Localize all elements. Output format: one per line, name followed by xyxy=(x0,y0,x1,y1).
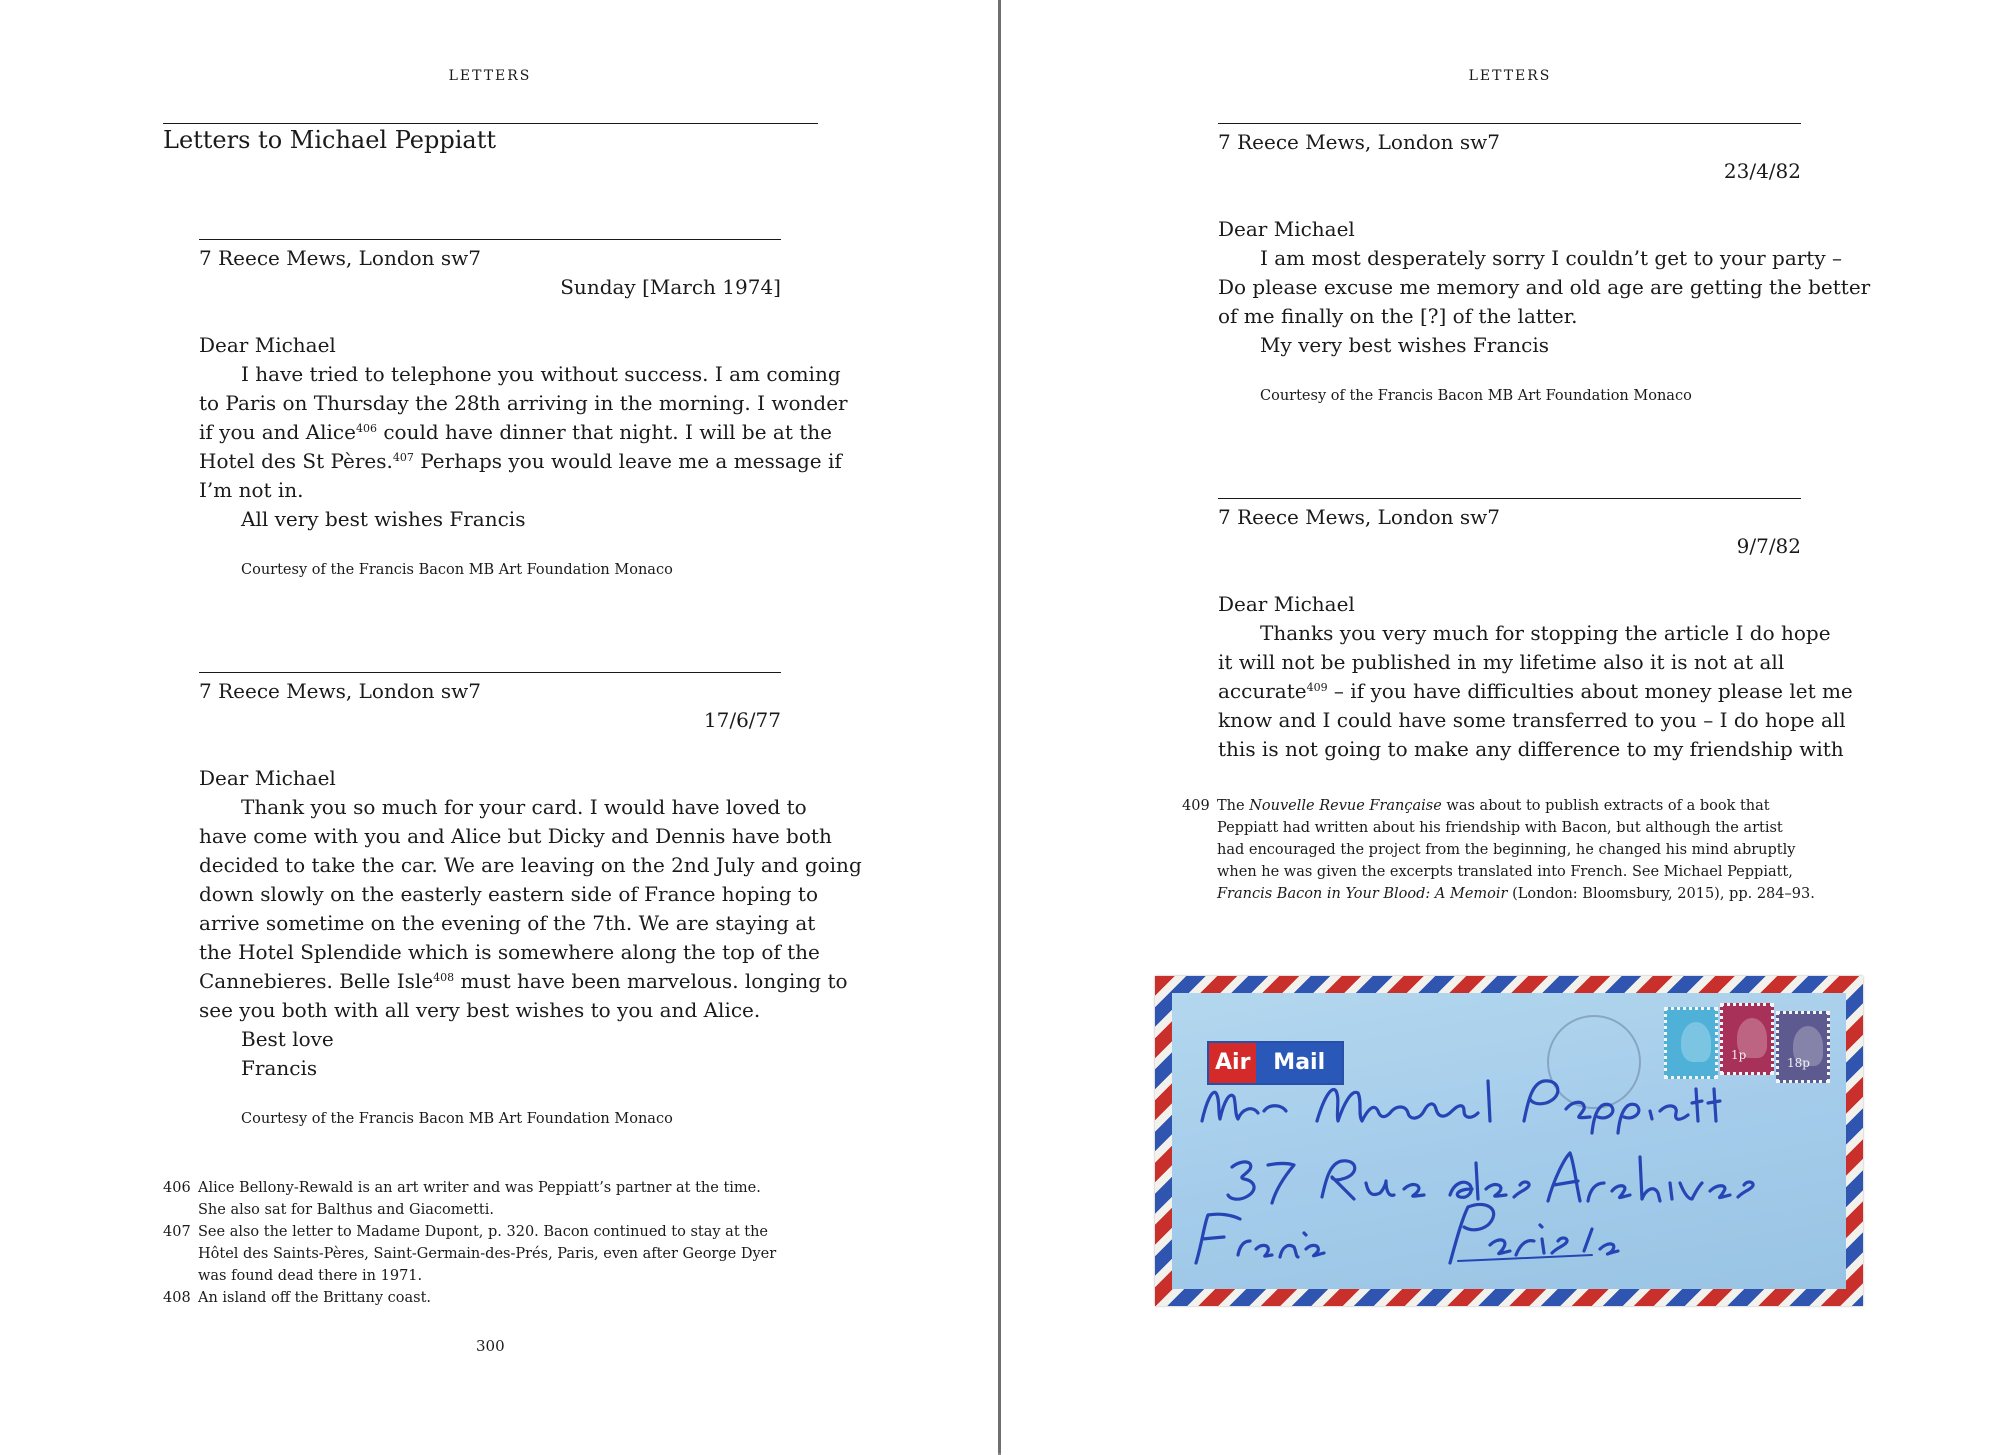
letter-line: Thanks you very much for stopping the article I do hope xyxy=(1260,621,1831,645)
letter-line: I have tried to telephone you without success. I am coming xyxy=(241,362,841,386)
airmail-envelope-image xyxy=(1155,976,1863,1306)
courtesy-credit: Courtesy of the Francis Bacon MB Art Foundation Monaco xyxy=(1260,388,1692,404)
footnote-line: was found dead there in 1971. xyxy=(198,1268,423,1284)
letter-line: if you and Alice$^{406}$ could have dinner that night. I will be at the xyxy=(199,420,832,444)
page-number: 300 xyxy=(476,1337,505,1355)
letter-body xyxy=(1218,590,1853,764)
letter-date: 17/6/77 xyxy=(703,708,781,732)
letter-line: of me finally on the [?] of the latter. xyxy=(1218,304,1578,328)
letter-rule xyxy=(199,239,781,240)
letter-address: 7 Reece Mews, London sw7 xyxy=(1218,505,1501,529)
letter-salutation: Dear Michael xyxy=(199,333,336,357)
footnote-line: had encouraged the project from the beginning, he changed his mind abruptly xyxy=(1217,842,1796,858)
letter xyxy=(199,677,781,735)
letter-date: 9/7/82 xyxy=(1736,534,1801,558)
footnote-line: An island off the Brittany coast. xyxy=(198,1290,432,1306)
letter-line: decided to take the car. We are leaving on the 2nd July and going xyxy=(199,853,862,877)
letter-salutation: Dear Michael xyxy=(199,766,336,790)
airmail-label-air: Air xyxy=(1209,1043,1256,1083)
letter-body xyxy=(199,331,848,534)
footnote-line: when he was given the excerpts translated into French. See Michael Peppiatt, xyxy=(1217,864,1793,880)
postage-stamp: 18p xyxy=(1776,1011,1830,1083)
letter-body xyxy=(1218,215,1871,360)
footnote-line: She also sat for Balthus and Giacometti. xyxy=(198,1202,494,1218)
footnote-line: Hôtel des Saints-Pères, Saint-Germain-des-Prés, Paris, even after George Dyer xyxy=(198,1246,777,1262)
footnote-ref: 406 xyxy=(355,422,377,435)
footnotes xyxy=(1182,795,1822,905)
letter-address: 7 Reece Mews, London sw7 xyxy=(1218,130,1501,154)
footnote-number: 407 xyxy=(163,1224,191,1240)
airmail-label-mail: Mail xyxy=(1256,1043,1342,1083)
letter-line: Hotel des St Pères.$^{407}$ Perhaps you would leave me a message if xyxy=(199,449,842,473)
letter-line: I am most desperately sorry I couldn’t get to your party – xyxy=(1260,246,1843,270)
footnotes xyxy=(163,1177,823,1309)
section-title: Letters to Michael Peppiatt xyxy=(163,126,497,154)
letter xyxy=(1218,503,1801,561)
envelope-paper xyxy=(1172,993,1846,1289)
footnote-line: See also the letter to Madame Dupont, p. 320. Bacon continued to stay at the xyxy=(198,1224,769,1240)
letter-line: it will not be published in my lifetime also it is not at all xyxy=(1218,650,1785,674)
footnote xyxy=(163,1287,823,1309)
footnote-ref: 408 xyxy=(433,971,455,984)
letter-signoff: All very best wishes Francis xyxy=(241,507,526,531)
letter-address: 7 Reece Mews, London sw7 xyxy=(199,246,482,270)
letter-line: Do please excuse me memory and old age are getting the better xyxy=(1218,275,1871,299)
footnote-line: Peppiatt had written about his friendship with Bacon, but although the artist xyxy=(1217,820,1783,836)
letter-line: know and I could have some transferred to you – I do hope all xyxy=(1218,708,1846,732)
letter-line: to Paris on Thursday the 28th arriving in the morning. I wonder xyxy=(199,391,848,415)
letter-line: have come with you and Alice but Dicky and Dennis have both xyxy=(199,824,832,848)
letter-salutation: Dear Michael xyxy=(1218,217,1355,241)
footnote-number: 409 xyxy=(1182,798,1210,814)
letter-rule xyxy=(1218,498,1801,499)
letter-line: accurate$^{409}$ – if you have difficulties about money please let me xyxy=(1218,679,1853,703)
courtesy-credit: Courtesy of the Francis Bacon MB Art Foundation Monaco xyxy=(241,562,673,578)
footnote-line: Francis Bacon in Your Blood: A Memoir (London: Bloomsbury, 2015), pp. 284–93. xyxy=(1217,886,1815,902)
letter-signoff: Best love xyxy=(241,1027,334,1051)
handwritten-address xyxy=(1172,993,1846,1289)
letter-salutation: Dear Michael xyxy=(1218,592,1355,616)
letter-line: down slowly on the easterly eastern side of France hoping to xyxy=(199,882,819,906)
letter-rule xyxy=(1218,123,1801,124)
footnote-line: The Nouvelle Revue Française was about to publish extracts of a book that xyxy=(1217,798,1770,814)
letter-line: Cannebieres. Belle Isle$^{408}$ must have been marvelous. longing to xyxy=(199,969,848,993)
letter-line: Thank you so much for your card. I would have loved to xyxy=(241,795,807,819)
letter-line: the Hotel Splendide which is somewhere along the top of the xyxy=(199,940,820,964)
footnote-line: Alice Bellony-Rewald is an art writer and was Peppiatt’s partner at the time. xyxy=(198,1180,761,1196)
footnote-number: 408 xyxy=(163,1290,191,1306)
letter xyxy=(1218,128,1801,186)
footnote-ref: 409 xyxy=(1306,681,1328,694)
letter-date: 23/4/82 xyxy=(1723,159,1801,183)
footnote-ref: 407 xyxy=(392,451,414,464)
letter-line: this is not going to make any difference to my friendship with xyxy=(1218,737,1844,761)
running-head: LETTERS xyxy=(448,68,532,84)
letter-date: Sunday [March 1974] xyxy=(560,275,781,299)
letter-body xyxy=(199,764,862,1083)
courtesy-credit: Courtesy of the Francis Bacon MB Art Foundation Monaco xyxy=(241,1111,673,1127)
letter-line: arrive sometime on the evening of the 7th. We are staying at xyxy=(199,911,816,935)
footnote xyxy=(163,1177,823,1221)
title-rule xyxy=(163,123,818,124)
footnote xyxy=(1182,795,1822,905)
letter xyxy=(199,244,781,302)
postage-stamp: 1p xyxy=(1720,1003,1774,1075)
letter-address: 7 Reece Mews, London sw7 xyxy=(199,679,482,703)
letter-line: I’m not in. xyxy=(199,478,304,502)
running-head: LETTERS xyxy=(1468,68,1552,84)
letter-signoff: My very best wishes Francis xyxy=(1260,333,1550,357)
letter-line: see you both with all very best wishes to you and Alice. xyxy=(199,998,761,1022)
footnote-number: 406 xyxy=(163,1180,191,1196)
letter-rule xyxy=(199,672,781,673)
left-page xyxy=(0,0,998,1455)
letter-signature: Francis xyxy=(241,1056,318,1080)
footnote xyxy=(163,1221,823,1287)
